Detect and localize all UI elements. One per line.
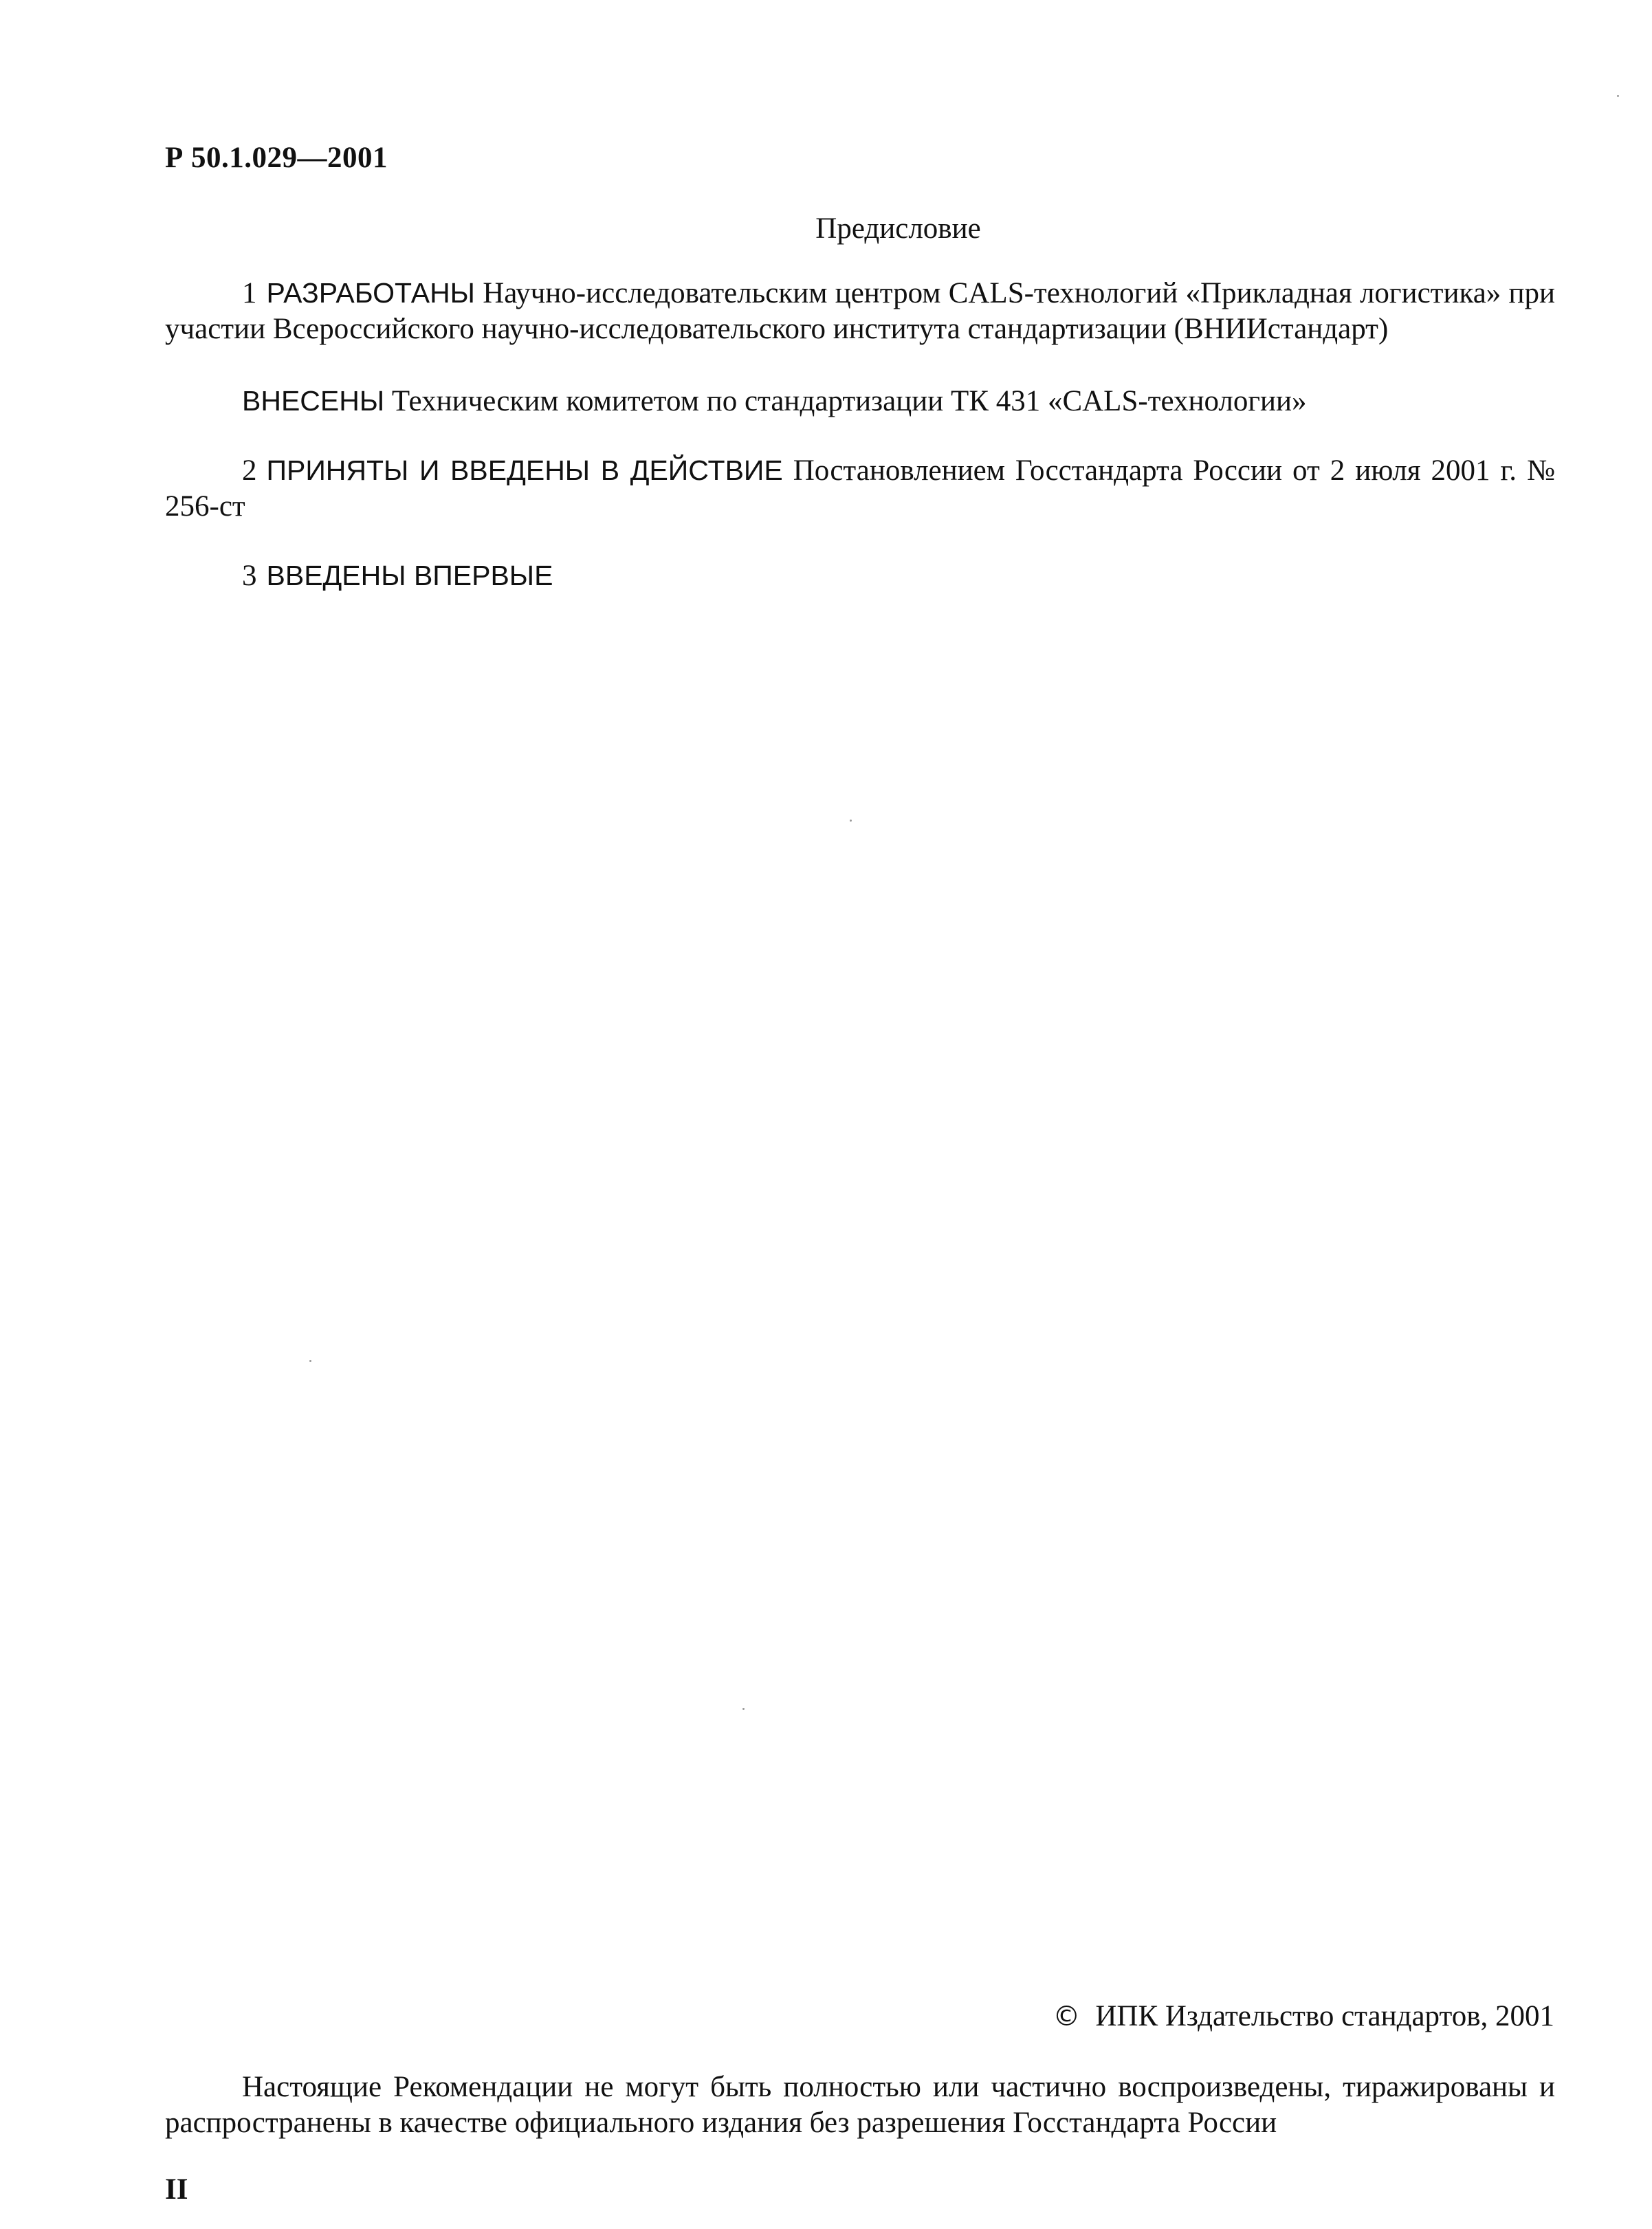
item-lead: ПРИНЯТЫ И ВВЕДЕНЫ В ДЕЙСТВИЕ xyxy=(266,454,783,486)
foreword-item-introduced xyxy=(165,383,1555,419)
item-text: Техническим комитетом по стандартизации ТК 431 «CALS-технологии» xyxy=(391,385,1307,417)
foreword-content xyxy=(165,275,1555,630)
foreword-item-2 xyxy=(165,452,1555,525)
item-lead: РАЗРАБОТАНЫ xyxy=(266,277,475,309)
foreword-title: Предисловие xyxy=(815,212,981,245)
foreword-item-3 xyxy=(165,558,1555,594)
foreword-item-1 xyxy=(165,275,1555,347)
scan-speck xyxy=(309,1360,311,1362)
page-number: II xyxy=(165,2173,188,2206)
scan-speck xyxy=(850,820,852,822)
item-number: 2 xyxy=(242,454,257,487)
scan-speck xyxy=(1617,95,1619,97)
item-number: 3 xyxy=(242,560,257,592)
scan-speck xyxy=(742,1708,745,1710)
reproduction-notice: Настоящие Рекомендации не могут быть полностью или частично воспроизведены, тиражированы и распространены в качестве официального издания без разрешения Госстандарта России xyxy=(165,2071,1555,2139)
item-lead: ВВЕДЕНЫ ВПЕРВЫЕ xyxy=(266,560,553,591)
item-text: Постановлением Госстандарта России от 2 июля 2001 г. № 256-ст xyxy=(165,454,1555,523)
copyright-line xyxy=(1053,1999,1554,2033)
copyright-icon: © xyxy=(1053,2001,1081,2032)
document-code: Р 50.1.029—2001 xyxy=(165,142,388,174)
item-lead: ВНЕСЕНЫ xyxy=(242,385,385,417)
item-number: 1 xyxy=(242,277,257,309)
item-text: Научно-исследовательским центром CALS-технологий «Прикладная логистика» при участии Всероссийского научно-исследовательского института стандартизации (ВНИИстандарт) xyxy=(165,277,1556,345)
copyright-text: ИПК Издательство стандартов, 2001 xyxy=(1095,2000,1554,2032)
